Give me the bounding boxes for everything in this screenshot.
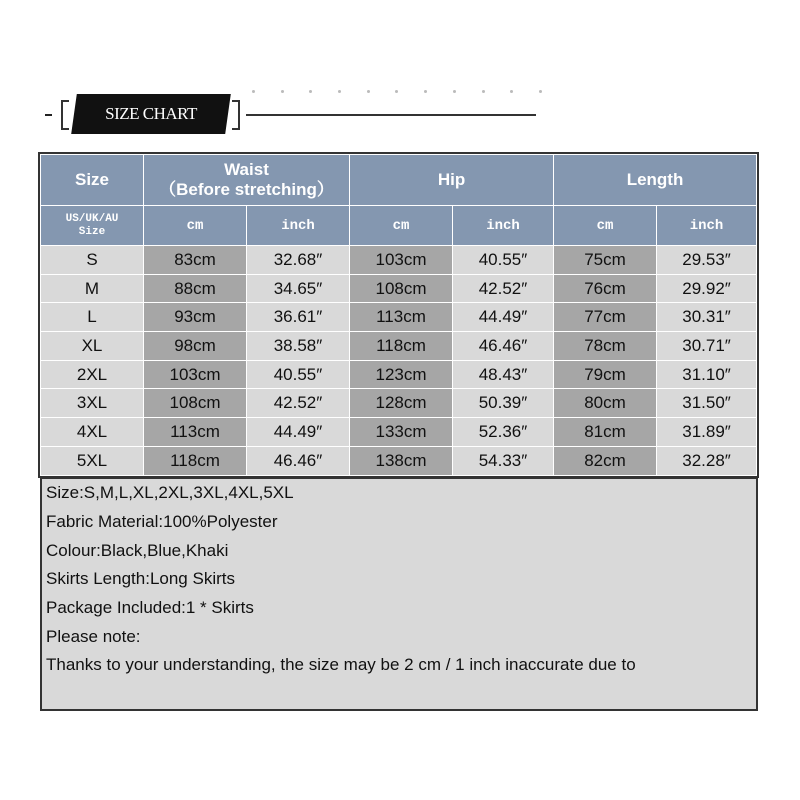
subheader-length-inch: inch xyxy=(657,206,757,246)
banner-dots xyxy=(252,90,542,96)
cell-waist-inch: 36.61″ xyxy=(247,303,350,332)
cell-waist-inch: 40.55″ xyxy=(247,360,350,389)
cell-hip-inch: 40.55″ xyxy=(453,246,554,275)
header-waist xyxy=(144,155,350,206)
header-waist-title: Waist xyxy=(224,160,269,179)
cell-length-cm: 82cm xyxy=(554,446,657,475)
subheader-hip-cm: cm xyxy=(350,206,453,246)
note-line: Please note: xyxy=(46,627,141,646)
table-row xyxy=(41,274,757,303)
banner-right-bracket xyxy=(232,100,240,130)
cell-waist-cm: 83cm xyxy=(144,246,247,275)
cell-length-cm: 79cm xyxy=(554,360,657,389)
cell-waist-inch: 38.58″ xyxy=(247,332,350,361)
cell-hip-cm: 108cm xyxy=(350,274,453,303)
cell-hip-cm: 103cm xyxy=(350,246,453,275)
cell-waist-cm: 113cm xyxy=(144,418,247,447)
table-row xyxy=(41,360,757,389)
cell-waist-inch: 32.68″ xyxy=(247,246,350,275)
note-line: Skirts Length:Long Skirts xyxy=(46,569,235,588)
cell-length-cm: 76cm xyxy=(554,274,657,303)
cell-hip-cm: 133cm xyxy=(350,418,453,447)
cell-hip-inch: 54.33″ xyxy=(453,446,554,475)
cell-length-inch: 31.10″ xyxy=(657,360,757,389)
cell-hip-inch: 42.52″ xyxy=(453,274,554,303)
cell-length-cm: 81cm xyxy=(554,418,657,447)
header-hip: Hip xyxy=(350,155,554,206)
cell-size: 2XL xyxy=(41,360,144,389)
header-length: Length xyxy=(554,155,757,206)
table-row xyxy=(41,246,757,275)
cell-length-inch: 30.71″ xyxy=(657,332,757,361)
cell-size: L xyxy=(41,303,144,332)
cell-length-cm: 77cm xyxy=(554,303,657,332)
cell-size: XL xyxy=(41,332,144,361)
header-waist-note: （Before stretching） xyxy=(159,180,334,199)
size-standard-sublabel: Size xyxy=(78,225,106,238)
cell-size: 3XL xyxy=(41,389,144,418)
cell-hip-inch: 48.43″ xyxy=(453,360,554,389)
cell-length-inch: 31.89″ xyxy=(657,418,757,447)
subheader-waist-inch: inch xyxy=(247,206,350,246)
note-line: Colour:Black,Blue,Khaki xyxy=(46,541,229,560)
banner-left-bracket xyxy=(61,100,69,130)
cell-length-cm: 75cm xyxy=(554,246,657,275)
cell-waist-cm: 88cm xyxy=(144,274,247,303)
cell-hip-cm: 118cm xyxy=(350,332,453,361)
note-line: Size:S,M,L,XL,2XL,3XL,4XL,5XL xyxy=(46,483,294,502)
cell-size: M xyxy=(41,274,144,303)
size-standard-label: US/UK/AU xyxy=(65,212,119,225)
cell-length-cm: 80cm xyxy=(554,389,657,418)
banner-left-dash xyxy=(45,114,52,116)
table-body xyxy=(41,246,757,476)
table-row xyxy=(41,389,757,418)
cell-waist-cm: 93cm xyxy=(144,303,247,332)
table-row xyxy=(41,303,757,332)
table-row xyxy=(41,446,757,475)
size-chart-table xyxy=(40,154,757,476)
cell-size: 5XL xyxy=(41,446,144,475)
cell-hip-inch: 52.36″ xyxy=(453,418,554,447)
product-notes xyxy=(40,477,758,711)
cell-waist-cm: 108cm xyxy=(144,389,247,418)
cell-waist-cm: 103cm xyxy=(144,360,247,389)
cell-hip-inch: 46.46″ xyxy=(453,332,554,361)
cell-waist-cm: 118cm xyxy=(144,446,247,475)
cell-waist-inch: 42.52″ xyxy=(247,389,350,418)
banner-rule xyxy=(246,114,536,116)
cell-length-inch: 29.92″ xyxy=(657,274,757,303)
cell-hip-cm: 138cm xyxy=(350,446,453,475)
cell-length-inch: 32.28″ xyxy=(657,446,757,475)
cell-waist-inch: 44.49″ xyxy=(247,418,350,447)
cell-waist-inch: 34.65″ xyxy=(247,274,350,303)
cell-hip-cm: 113cm xyxy=(350,303,453,332)
note-line: Thanks to your understanding, the size may be 2 cm / 1 inch inaccurate due to xyxy=(46,655,636,674)
cell-length-inch: 31.50″ xyxy=(657,389,757,418)
cell-size: 4XL xyxy=(41,418,144,447)
subheader-size-standard xyxy=(41,206,144,246)
cell-length-cm: 78cm xyxy=(554,332,657,361)
header-size: Size xyxy=(41,155,144,206)
cell-hip-cm: 123cm xyxy=(350,360,453,389)
cell-hip-inch: 44.49″ xyxy=(453,303,554,332)
cell-hip-cm: 128cm xyxy=(350,389,453,418)
cell-size: S xyxy=(41,246,144,275)
cell-waist-cm: 98cm xyxy=(144,332,247,361)
cell-waist-inch: 46.46″ xyxy=(247,446,350,475)
table-header-row xyxy=(41,155,757,206)
note-line: Fabric Material:100%Polyester xyxy=(46,512,278,531)
banner-label: SIZE CHART xyxy=(105,104,197,123)
size-chart-banner xyxy=(0,90,800,140)
table-subheader-row xyxy=(41,206,757,246)
subheader-hip-inch: inch xyxy=(453,206,554,246)
table-row xyxy=(41,418,757,447)
cell-length-inch: 30.31″ xyxy=(657,303,757,332)
cell-hip-inch: 50.39″ xyxy=(453,389,554,418)
subheader-length-cm: cm xyxy=(554,206,657,246)
note-line: Package Included:1 * Skirts xyxy=(46,598,254,617)
table-row xyxy=(41,332,757,361)
cell-length-inch: 29.53″ xyxy=(657,246,757,275)
subheader-waist-cm: cm xyxy=(144,206,247,246)
